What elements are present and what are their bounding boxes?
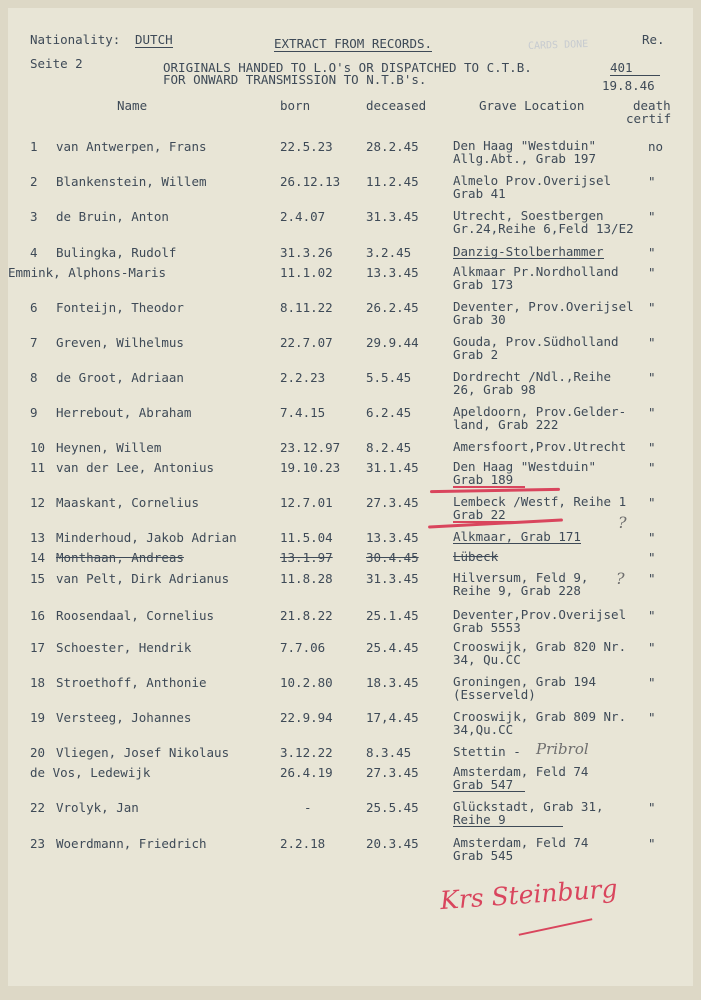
row-grave [453, 836, 588, 862]
row-deceased: 3.2.45 [366, 245, 412, 260]
row-deceased: 11.2.45 [366, 174, 419, 189]
table-row [8, 608, 693, 642]
row-number: 17 [30, 640, 46, 655]
cards-done-stamp: CARDS DONE [527, 38, 589, 53]
row-number: 15 [30, 571, 46, 586]
row-born: 22.7.07 [280, 335, 333, 350]
row-born: 22.9.94 [280, 710, 333, 725]
row-name: Blankenstein, Willem [56, 174, 207, 189]
row-born: 11.5.04 [280, 530, 333, 545]
row-grave [453, 765, 588, 792]
table-row [8, 370, 693, 404]
row-born: 7.4.15 [280, 405, 326, 420]
table-row [8, 300, 693, 334]
row-born: 19.10.23 [280, 460, 341, 475]
pencil-question-mark: ? [616, 569, 625, 588]
row-cert: " [648, 245, 656, 260]
grave-line-2: Gr.24,Reihe 6,Feld 13/E2 [453, 221, 634, 236]
nationality-value: DUTCH [135, 32, 173, 47]
row-cert: " [648, 370, 656, 385]
row-deceased: 5.5.45 [366, 370, 412, 385]
row-deceased: 25.5.45 [366, 800, 419, 815]
row-name: Versteeg, Johannes [56, 710, 192, 725]
grave-line-2: Grab 173 [453, 277, 514, 292]
grave-line-2: Grab 2 [453, 347, 499, 362]
row-number: 19 [30, 710, 46, 725]
row-grave [453, 265, 619, 291]
row-name: van Antwerpen, Frans [56, 139, 207, 154]
grave-line-2: 34, Qu.CC [453, 652, 521, 667]
row-deceased: 29.9.44 [366, 335, 419, 350]
record-number: 401 [610, 60, 660, 76]
pencil-note: Pribrol [536, 740, 589, 758]
row-number: 4 [30, 245, 38, 260]
table-row [8, 495, 693, 529]
row-number: 14 [30, 550, 46, 565]
row-grave [453, 710, 626, 736]
grave-line-2: Grab 547 [453, 778, 525, 792]
column-deceased: deceased [366, 98, 427, 113]
grave-line-1: Hilversum, Feld 9, [453, 570, 589, 585]
grave-line-1: Crooswijk, Grab 809 Nr. [453, 709, 627, 724]
nationality-label: Nationality: [30, 32, 121, 47]
row-born: 26.12.13 [280, 174, 341, 189]
row-born: - [304, 800, 312, 815]
table-row [8, 765, 693, 799]
grave-line-1: Alkmaar Pr.Nordholland [453, 264, 619, 279]
row-deceased: 31.3.45 [366, 571, 419, 586]
grave-line-2: land, Grab 222 [453, 417, 559, 432]
row-name: Stroethoff, Anthonie [56, 675, 207, 690]
signature-underline [519, 918, 593, 936]
column-born: born [280, 98, 311, 113]
grave-line-1: Amsterdam, Feld 74 [453, 764, 589, 779]
row-born: 2.2.18 [280, 836, 326, 851]
row-deceased: 8.2.45 [366, 440, 412, 455]
row-born: 3.12.22 [280, 745, 333, 760]
row-born: 31.3.26 [280, 245, 333, 260]
row-grave [453, 440, 626, 453]
table-row [8, 265, 693, 299]
row-name: Bulingka, Rudolf [56, 245, 177, 260]
document-title: EXTRACT FROM RECORDS. [274, 36, 433, 51]
grave-line-1: Deventer, Prov.Overijsel [453, 299, 634, 314]
row-cert: " [648, 495, 656, 510]
column-grave-location: Grave Location [479, 98, 585, 113]
row-number: 10 [30, 440, 46, 455]
row-name: Monthaan, Andreas [56, 550, 184, 565]
table-row [8, 405, 693, 439]
row-grave [453, 550, 498, 563]
row-grave [453, 608, 626, 634]
grave-line-2: Grab 545 [453, 848, 514, 863]
row-cert: " [648, 440, 656, 455]
row-number: 20 [30, 745, 46, 760]
row-cert: " [648, 608, 656, 623]
grave-line-1: Alkmaar, Grab 171 [453, 529, 581, 544]
row-deceased: 20.3.45 [366, 836, 419, 851]
row-cert: " [648, 710, 656, 725]
row-deceased: 18.3.45 [366, 675, 419, 690]
row-born: 2.2.23 [280, 370, 326, 385]
row-number: 23 [30, 836, 46, 851]
row-deceased: 27.3.45 [366, 495, 419, 510]
row-cert: no [648, 139, 664, 154]
table-row [8, 710, 693, 744]
row-deceased: 31.1.45 [366, 460, 419, 475]
row-name: Woerdmann, Friedrich [56, 836, 207, 851]
document-page [8, 8, 693, 986]
row-name: Greven, Wilhelmus [56, 335, 184, 350]
row-number: 7 [30, 335, 38, 350]
column-death-cert: death [633, 98, 671, 113]
row-name: Minderhoud, Jakob Adrian [56, 530, 237, 545]
table-row [8, 174, 693, 208]
row-grave [453, 460, 596, 488]
row-cert: " [648, 640, 656, 655]
row-grave [453, 745, 521, 758]
grave-line-1: Apeldoorn, Prov.Gelder- [453, 404, 627, 419]
row-cert: " [648, 675, 656, 690]
grave-line-2: 34,Qu.CC [453, 722, 514, 737]
row-born: 10.2.80 [280, 675, 333, 690]
row-grave [453, 530, 581, 544]
column-death-cert-2: certif [626, 111, 672, 126]
row-number: 22 [30, 800, 46, 815]
table-row [8, 800, 693, 834]
table-row [8, 139, 693, 173]
table-row [8, 640, 693, 674]
grave-line-2: Reihe 9 [453, 813, 563, 827]
grave-line-1: Glückstadt, Grab 31, [453, 799, 604, 814]
grave-line-1: Groningen, Grab 194 [453, 674, 596, 689]
grave-line-1: Danzig-Stolberhammer [453, 244, 604, 259]
row-name: Fonteijn, Theodor [56, 300, 184, 315]
row-grave [453, 800, 604, 827]
row-born: 13.1.97 [280, 550, 333, 565]
row-grave [453, 335, 619, 361]
grave-line-2: (Esserveld) [453, 687, 536, 702]
row-cert: " [648, 550, 656, 565]
table-row [8, 836, 693, 870]
row-name: Maaskant, Cornelius [56, 495, 199, 510]
row-grave [453, 571, 588, 597]
table-row [8, 571, 693, 605]
grave-line-1: Crooswijk, Grab 820 Nr. [453, 639, 627, 654]
row-born: 2.4.07 [280, 209, 326, 224]
row-grave [453, 405, 626, 431]
row-deceased: 25.4.45 [366, 640, 419, 655]
row-born: 11.8.28 [280, 571, 333, 586]
grave-line-2: Reihe 9, Grab 228 [453, 583, 581, 598]
grave-line-1: Amersfoort,Prov.Utrecht [453, 439, 627, 454]
row-grave [453, 245, 604, 259]
row-number: 3 [30, 209, 38, 224]
row-deceased: 13.3.45 [366, 530, 419, 545]
table-row [8, 335, 693, 369]
row-name: Vliegen, Josef Nikolaus [56, 745, 230, 760]
row-deceased: 30.4.45 [366, 550, 419, 565]
row-cert: " [648, 836, 656, 851]
grave-line-1: Utrecht, Soestbergen [453, 208, 604, 223]
row-name: Roosendaal, Cornelius [56, 608, 215, 623]
row-deceased: 26.2.45 [366, 300, 419, 315]
row-number: 16 [30, 608, 46, 623]
row-name: Emmink, Alphons-Maris [8, 265, 167, 280]
row-grave [453, 300, 634, 326]
grave-line-2: Grab 30 [453, 312, 506, 327]
row-cert: " [648, 335, 656, 350]
row-number: 11 [30, 460, 46, 475]
grave-line-2: Grab 189 [453, 473, 525, 488]
row-deceased: 13.3.45 [366, 265, 419, 280]
row-name: Schoester, Hendrik [56, 640, 192, 655]
table-row [8, 460, 693, 494]
row-number: 13 [30, 530, 46, 545]
row-grave [453, 370, 611, 396]
row-deceased: 31.3.45 [366, 209, 419, 224]
table-row [8, 675, 693, 709]
row-deceased: 8.3.45 [366, 745, 412, 760]
pencil-question-mark: ? [618, 513, 627, 532]
grave-line-1: Lembeck /Westf, Reihe 1 [453, 494, 627, 509]
row-cert: " [648, 209, 656, 224]
grave-line-2: Grab 22 [453, 508, 525, 523]
row-number: 2 [30, 174, 38, 189]
reference-label: Re. [642, 32, 665, 47]
row-number: 6 [30, 300, 38, 315]
row-name: van Pelt, Dirk Adrianus [56, 571, 230, 586]
grave-line-2: Grab 41 [453, 186, 506, 201]
row-born: 11.1.02 [280, 265, 333, 280]
grave-line-2: Grab 5553 [453, 620, 521, 635]
grave-line-1: Stettin - [453, 744, 521, 759]
table-row [8, 209, 693, 243]
row-grave [453, 675, 596, 701]
row-born: 12.7.01 [280, 495, 333, 510]
row-name: Heynen, Willem [56, 440, 162, 455]
row-cert: " [648, 174, 656, 189]
row-cert: " [648, 265, 656, 280]
row-deceased: 6.2.45 [366, 405, 412, 420]
grave-line-1: Gouda, Prov.Südholland [453, 334, 619, 349]
grave-line-1: Deventer,Prov.Overijsel [453, 607, 627, 622]
grave-line-1: Lübeck [453, 549, 499, 564]
row-name: van der Lee, Antonius [56, 460, 215, 475]
row-name: de Vos, Ledewijk [30, 765, 151, 780]
row-grave [453, 174, 611, 200]
header-line-1: ORIGINALS HANDED TO L.O's OR DISPATCHED TO C.T.B. [163, 60, 532, 75]
header-line-2: FOR ONWARD TRANSMISSION TO N.T.B's. [163, 72, 427, 87]
row-born: 22.5.23 [280, 139, 333, 154]
row-born: 21.8.22 [280, 608, 333, 623]
grave-line-2: 26, Grab 98 [453, 382, 536, 397]
grave-line-1: Den Haag "Westduin" [453, 138, 596, 153]
row-name: Vrolyk, Jan [56, 800, 139, 815]
row-born: 23.12.97 [280, 440, 341, 455]
row-deceased: 25.1.45 [366, 608, 419, 623]
row-number: 12 [30, 495, 46, 510]
page-label: Seite 2 [30, 56, 83, 71]
row-deceased: 28.2.45 [366, 139, 419, 154]
row-grave [453, 139, 596, 165]
row-name: de Bruin, Anton [56, 209, 169, 224]
row-deceased: 27.3.45 [366, 765, 419, 780]
row-cert: " [648, 800, 656, 815]
row-name: Herrebout, Abraham [56, 405, 192, 420]
row-cert: " [648, 571, 656, 586]
row-number: 18 [30, 675, 46, 690]
grave-line-1: Dordrecht /Ndl.,Reihe [453, 369, 612, 384]
record-date: 19.8.46 [602, 78, 655, 93]
row-cert: " [648, 405, 656, 420]
row-name: de Groot, Adriaan [56, 370, 184, 385]
row-born: 7.7.06 [280, 640, 326, 655]
grave-line-1: Almelo Prov.Overijsel [453, 173, 612, 188]
row-born: 26.4.19 [280, 765, 333, 780]
row-cert: " [648, 300, 656, 315]
row-number: 1 [30, 139, 38, 154]
row-deceased: 17,4.45 [366, 710, 419, 725]
row-cert: " [648, 460, 656, 475]
row-cert: " [648, 530, 656, 545]
grave-line-1: Amsterdam, Feld 74 [453, 835, 589, 850]
row-number: 9 [30, 405, 38, 420]
row-number: 8 [30, 370, 38, 385]
red-handwritten-signature: Krs Steinburg [439, 873, 619, 916]
row-grave [453, 209, 634, 235]
grave-line-1: Den Haag "Westduin" [453, 459, 596, 474]
column-name: Name [117, 98, 148, 113]
grave-line-2: Allg.Abt., Grab 197 [453, 151, 596, 166]
row-grave [453, 640, 626, 666]
row-born: 8.11.22 [280, 300, 333, 315]
